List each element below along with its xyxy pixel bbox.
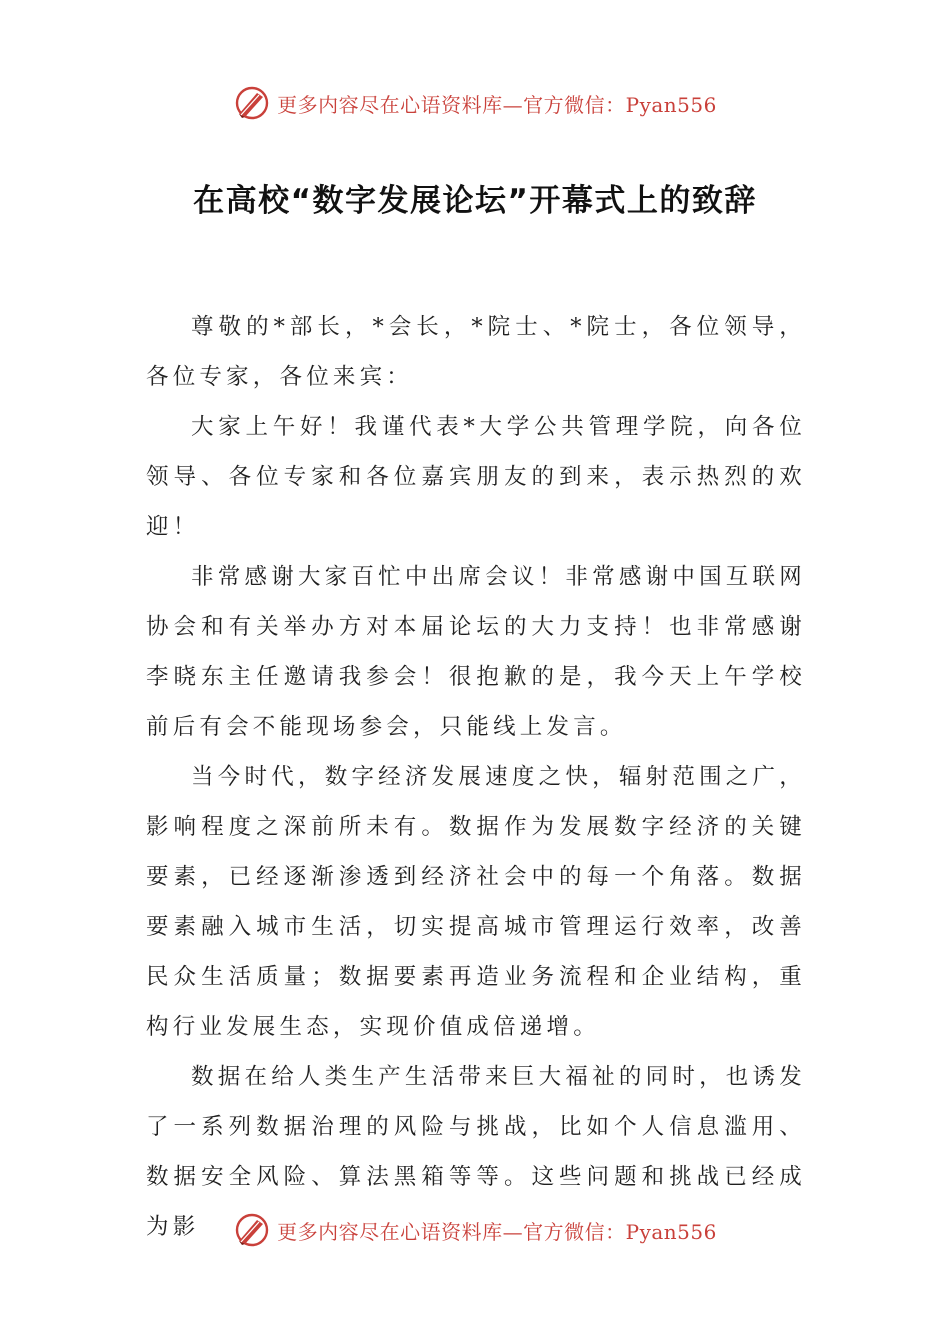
paragraph: 尊敬的*部长，*会长，*院士、*院士，各位领导，各位专家，各位来宾： [146,314,806,390]
paragraph: 非常感谢大家百忙中出席会议！非常感谢中国互联网协会和有关举办方对本届论坛的大力支持！也非常感谢李晓东主任邀请我参会！很抱歉的是，我今天上午学校前后有会不能现场参会，只能线上发言。 [146,564,806,740]
document-body [146,302,806,1252]
banner-text: 更多内容尽在心语资料库—官方微信：Pyan556 [277,92,717,117]
document-title: 在高校“数字发展论坛”开幕式上的致辞 [193,183,757,219]
pen-logo-icon [233,84,271,122]
banner-text: 更多内容尽在心语资料库—官方微信：Pyan556 [277,1219,717,1244]
pen-logo-icon [233,1211,271,1249]
paragraph: 大家上午好！我谨代表*大学公共管理学院，向各位领导、各位专家和各位嘉宾朋友的到来，表示热烈的欢迎！ [146,414,806,540]
paragraph: 数据在给人类生产生活带来巨大福祉的同时，也诱发了一系列数据治理的风险与挑战，比如个人信息滥用、数据安全风险、算法黑箱等等。这些问题和挑战已经成为影 [146,1064,806,1240]
header-banner [0,84,950,122]
footer-banner [0,1211,950,1249]
paragraph: 当今时代，数字经济发展速度之快，辐射范围之广，影响程度之深前所未有。数据作为发展数字经济的关键要素，已经逐渐渗透到经济社会中的每一个角落。数据要素融入城市生活，切实提高城市管理运行效率，改善民众生活质量；数据要素再造业务流程和企业结构，重构行业发展生态，实现价值成倍递增。 [146,764,806,1040]
